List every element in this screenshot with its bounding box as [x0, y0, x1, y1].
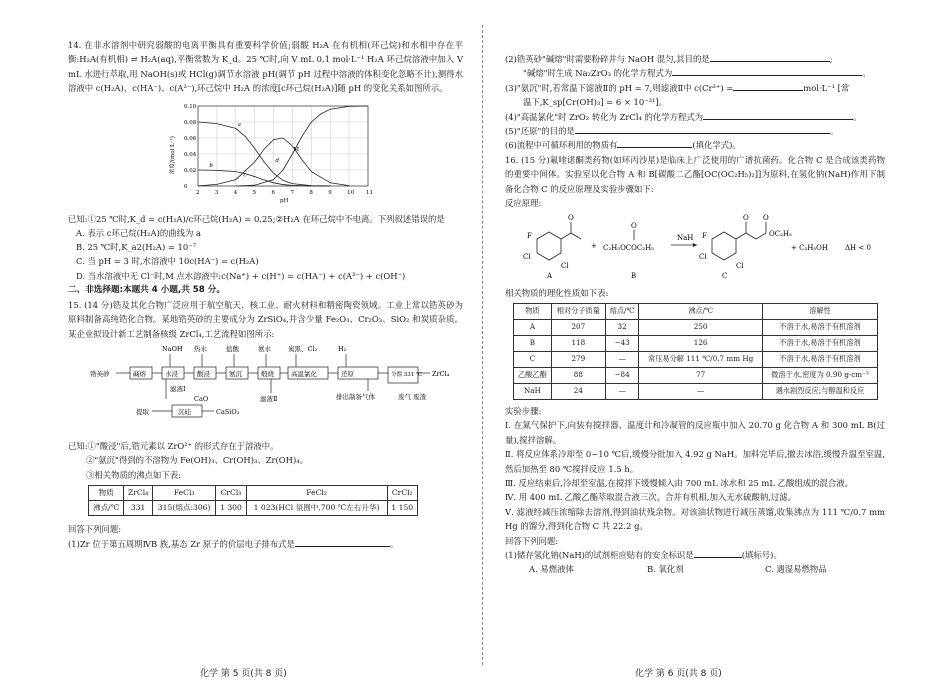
- q15-q5-text: (5)"还原"的目的是: [505, 126, 575, 137]
- table-cell: 315(熔点:306): [153, 501, 216, 516]
- x-tick-label: 2: [196, 189, 200, 196]
- table-cell: 279: [551, 351, 605, 367]
- table-header: FeCl₂: [246, 486, 387, 501]
- step-1: Ⅰ. 在氮气保护下,向装有搅拌器、温度计和冷凝管的反应瓶中加入 20.70 g 化合物 A 和 300 mL B(过量),搅拌溶解。: [505, 420, 885, 445]
- series-label: b: [209, 162, 213, 169]
- flow-product: ZrCl₄: [432, 370, 450, 379]
- table-header: 沸点/℃: [639, 303, 763, 319]
- table-cell: 不溶于水,易溶于有机溶剂: [762, 319, 877, 335]
- table-row: [514, 335, 878, 351]
- q16-q1-text: (1)储存氢化钠(NaH)的试剂柜应贴有的安全标识是: [505, 549, 694, 560]
- flow-box-label: 还原: [341, 370, 354, 379]
- flow-input-label: NaOH: [162, 345, 183, 354]
- series-line: [198, 170, 330, 186]
- x-tick-label: 8: [309, 189, 313, 196]
- flow-chengui: 沉硅: [178, 408, 191, 417]
- q14-option-a: A. 表示 c环己烷(H₂A)的曲线为 a: [76, 228, 201, 239]
- atom-label: Cl: [523, 253, 531, 262]
- page-divider: [482, 25, 483, 665]
- q15-q1: (1)Zr 位于第五周期ⅣB 族,基态 Zr 原子的价层电子排布式是 。: [68, 538, 399, 549]
- plot-frame: [198, 106, 368, 186]
- table-cell: −84: [605, 367, 638, 383]
- table-row: [514, 367, 878, 383]
- flow-input-label: 盐酸: [226, 345, 239, 354]
- table-header: FeCl₃: [153, 486, 216, 501]
- q15-known-2: ②"氨沉"得到的不溶物为 Fe(OH)₃、Cr(OH)₃、Zr(OH)₄。: [86, 455, 308, 466]
- compound-label-b: B: [631, 272, 637, 281]
- table-row: [514, 303, 878, 319]
- compound-b-formula: C₂H₅OCOC₂H₅: [603, 244, 654, 253]
- y-tick-label: 0.02: [184, 167, 197, 174]
- x-tick-label: 4: [233, 189, 238, 196]
- step-4: Ⅳ. 用 400 mL 乙酸乙酯萃取混合液三次。合并有机相,加入无水硫酸钠,过滤。: [505, 492, 796, 503]
- left-page: [68, 38, 463, 551]
- table-cell: 24: [551, 383, 605, 399]
- flow-box-label: 煅烧: [261, 370, 274, 379]
- answer-blank[interactable]: [703, 110, 853, 120]
- table-cell: 88: [551, 367, 605, 383]
- q15-q6-tail: (填化学式)。: [692, 140, 741, 151]
- x-tick-label: 3: [214, 189, 219, 196]
- table-header: ZrCl₄: [124, 486, 153, 501]
- q15-q3a: [505, 81, 885, 95]
- point-m-label: M: [293, 146, 300, 153]
- plus-sign: +: [591, 242, 597, 251]
- y-tick-label: 0.10: [184, 103, 197, 110]
- q15-q5: (5)"还原"的目的是 。: [505, 126, 839, 137]
- y-tick-label: 0.06: [184, 135, 197, 142]
- flow-gas: 排出制备气体: [336, 393, 375, 402]
- q16-q1-tail: (填标号)。: [741, 549, 782, 560]
- reaction-title: 反应原理:: [505, 198, 542, 209]
- q15-q2b: "碱熔"时生成 Na₂ZrO₃ 的化学方程式为 。: [523, 68, 871, 79]
- right-page: [505, 52, 885, 576]
- q15-known-3: ③相关物质的沸点如下表:: [86, 469, 181, 480]
- x-tick-label: 7: [290, 189, 294, 196]
- flow-input-label: 热水: [194, 345, 207, 354]
- series-line: [236, 106, 368, 186]
- reaction-condition: NaH: [677, 234, 694, 243]
- table-cell: B: [514, 335, 552, 351]
- atom-label: O: [631, 222, 637, 231]
- table-title: 相关物质的理化性质如下表:: [505, 288, 609, 299]
- atom-label: Cl: [561, 262, 569, 271]
- q16-option-c: C. 遇湿易燃物品: [765, 564, 827, 575]
- flow-start: 锆英砂: [90, 370, 110, 379]
- table-header: CrCl₃: [216, 486, 246, 501]
- q15-q1-text: (1)Zr 位于第五周期ⅣB 族,基态 Zr 原子的价层电子排布式是: [68, 538, 295, 549]
- table-cell: 1 023(HCl 氛围中,700 ℃左右升华): [246, 501, 387, 516]
- table-cell: 乙酸乙酯: [514, 367, 552, 383]
- flow-box-label: 氨沉: [229, 370, 242, 379]
- table-cell: —: [605, 351, 638, 367]
- q15-q2a: (2)锆英砂"碱熔"时需要粉碎并与 NaOH 混匀,其目的是 ;: [505, 54, 833, 64]
- table-cell: 微溶于水,密度为 0.90 g·cm⁻³: [762, 367, 877, 383]
- table-cell: 32: [605, 319, 638, 335]
- q15-q3b: 温下,K_sp[Cr(OH)₃] = 6 × 10⁻³¹]。: [523, 97, 667, 108]
- x-axis-label: pH: [280, 197, 289, 204]
- table-header: 物质: [514, 303, 552, 319]
- series-label: c: [243, 172, 247, 179]
- table-cell: 77: [639, 367, 763, 383]
- q15-q2b-text: "碱熔"时生成 Na₂ZrO₃ 的化学方程式为: [523, 68, 673, 79]
- byproduct: + C₂H₅OH: [791, 244, 829, 253]
- answer-blank[interactable]: [295, 537, 390, 547]
- answer-blank[interactable]: [617, 138, 692, 148]
- atom-label: Cl: [736, 262, 744, 271]
- y-tick-label: 0.04: [184, 151, 197, 158]
- answer-blank[interactable]: [672, 66, 862, 76]
- table-row: [514, 383, 878, 399]
- step-2: Ⅱ. 将反应体系冷却至 0~10 ℃后,缓慢分批加入 4.92 g NaH。加料完毕后,撤去冰浴,缓慢升温至室温,然后加热至 80 ℃搅拌反应 1.5 h。: [505, 449, 885, 474]
- compound-label-a: A: [547, 272, 553, 281]
- table-cell: 331: [124, 501, 153, 516]
- q15-q6: [505, 138, 885, 152]
- table-cell: A: [514, 319, 552, 335]
- q15-q4: (4)"高温氯化"时 ZrO₂ 转化为 ZrCl₄ 的化学方程式为 。: [505, 111, 862, 122]
- q15-q6-text: (6)流程中可循环利用的物质有: [505, 140, 618, 151]
- x-tick-label: 5: [252, 189, 257, 196]
- table-header: 溶解性: [762, 303, 877, 319]
- table-header: 相对分子质量: [551, 303, 605, 319]
- concentration-chart: [166, 98, 463, 210]
- table-row: [514, 351, 878, 367]
- properties-table: [513, 303, 878, 400]
- table-cell: 118: [551, 335, 605, 351]
- table-row: [514, 319, 878, 335]
- series-label: d: [275, 157, 279, 164]
- atom-label: O: [743, 214, 749, 223]
- y-tick-label: 0.08: [184, 119, 197, 126]
- table-cell: 沸点/℃: [89, 501, 124, 516]
- table-row: [89, 486, 418, 501]
- q15-q3-unit: mol·L⁻¹ [常: [803, 82, 850, 93]
- table-cell: 250: [639, 319, 763, 335]
- atom-label: F: [527, 232, 532, 241]
- answer-blank[interactable]: [575, 124, 830, 134]
- y-axis-label: 浓度/(mol·L⁻¹): [170, 135, 176, 174]
- q15-stem: 15. (14 分)锆及其化合物广泛应用于航空航天、核工业、耐火材料和精密陶瓷领域。工业上常以锆英砂为原料制备高纯锆化合物。某地锆英砂的主要成分为 ZrSiO₄,并含少量 Fe₂O₃、Cr₂O₃、SiO₂ 和炭质杂质。某企业拟设计新工艺制备核级 ZrCl₄,工艺流程如图所示:: [68, 299, 463, 339]
- q16-stem: 16. (15 分)氟喹诺酮类药物(如环丙沙星)是临床上广泛使用的广谱抗菌药。化合物 C 是合成该类药物的重要中间体。实验室以化合物 A 和 B[碳酸二乙酯[OC(OC₂H₅)₂]]为原料,在氢化钠(NaH)作用下制备化合物 C 的反应原理及实验步骤如下:: [505, 154, 885, 194]
- flow-input-label: H₂: [338, 345, 347, 354]
- flow-filtrate1: 滤液Ⅰ: [170, 385, 186, 394]
- table-cell: 207: [551, 319, 605, 335]
- table-header: CrCl₂: [387, 486, 418, 501]
- reaction-scheme: [519, 212, 885, 286]
- q16-option-a: A. 易燃液体: [529, 564, 574, 575]
- q15-q3a-text: (3)"氨沉"时,若常温下滤液Ⅱ的 pH = 7,则滤液Ⅱ中 c(Cr³⁺) =: [505, 82, 734, 93]
- flow-input-label: 氨水: [258, 345, 271, 354]
- atom-label: Cl: [699, 253, 707, 262]
- q16-options: [505, 562, 885, 576]
- flow-cao: CaO: [194, 395, 209, 404]
- x-tick-label: 10: [347, 189, 355, 196]
- flow-filtrate2: 滤液Ⅱ: [260, 395, 278, 404]
- flow-waste: 废气 废渣: [398, 393, 427, 402]
- q16-q1: [505, 548, 885, 562]
- q15-answer-prompt: 回答下列问题:: [68, 524, 122, 535]
- concentration-chart-svg: [166, 98, 386, 206]
- flow-box-label: 高温氯化: [291, 370, 317, 379]
- footer-right: 化学 第 6 页(共 8 页): [635, 669, 722, 679]
- table-header: 物质: [89, 486, 124, 501]
- flow-box-label: 分馏 331 ℃: [391, 372, 423, 379]
- series-label: a: [237, 121, 241, 128]
- table-row: [89, 501, 418, 516]
- x-tick-label: 9: [328, 189, 332, 196]
- answer-blank[interactable]: [710, 52, 830, 62]
- section-title: 二、非选择题:本题共 4 小题,共 58 分。: [68, 284, 225, 295]
- q14-option-d: D. 当水溶液中无 Cl⁻时,M 点水溶液中:c(Na⁺) + c(H⁺) = c(HA⁻) + c(A²⁻) + c(OH⁻): [76, 270, 406, 281]
- atom-label: F: [702, 232, 707, 241]
- atom-label: O: [568, 214, 574, 223]
- atom-label: OC₂H₅: [769, 230, 792, 239]
- enthalpy: ΔH < 0: [845, 244, 871, 253]
- table-cell: —: [639, 383, 763, 399]
- answer-blank[interactable]: [694, 548, 742, 558]
- table-cell: 不溶于水,易溶于有机溶剂: [762, 335, 877, 351]
- q14-option-b: B. 25 ℃时,K_a2(H₂A) = 10⁻⁷: [76, 242, 196, 253]
- table-cell: NaH: [514, 383, 552, 399]
- step-5: Ⅴ. 滤液经减压浓缩除去溶剂,得到油状残余物。对该油状物进行减压蒸馏,收集沸点为 111 ℃/0.7 mm Hg 的馏分,得到化合物 C 共 22.2 g。: [505, 506, 885, 532]
- q15-known-1: 已知:①"酸浸"后,锆元素以 ZrO²⁺ 的形式存在于溶液中。: [68, 441, 279, 452]
- boiling-point-table: [88, 485, 418, 516]
- answer-blank[interactable]: [733, 81, 803, 91]
- q15-q2a-text: (2)锆英砂"碱熔"时需要粉碎并与 NaOH 混匀,其目的是: [505, 54, 710, 64]
- table-cell: 1 300: [216, 501, 246, 516]
- x-tick-label: 6: [271, 189, 276, 196]
- atom-label: O: [763, 214, 769, 223]
- table-cell: 遇水剧烈反应;与醇温和反应: [762, 383, 877, 399]
- table-cell: 126: [639, 335, 763, 351]
- process-flowchart: [88, 343, 463, 439]
- flow-input-label: 炭黑、Cl₂: [288, 345, 318, 354]
- flow-casio: CaSiO₃: [216, 408, 240, 417]
- flow-box-label: 碱熔: [133, 370, 146, 379]
- step-3: Ⅲ. 反应结束后,冷却至室温,在搅拌下缓慢倾入由 700 mL 冰水和 25 mL 乙酸组成的混合液。: [505, 477, 853, 488]
- steps-title: 实验步骤:: [505, 405, 542, 416]
- table-cell: 不溶于水,易溶于有机溶剂: [762, 351, 877, 367]
- table-cell: —: [605, 383, 638, 399]
- q14-option-c: C. 当 pH = 3 时,水溶液中 10c(HA⁻) = c(H₂A): [76, 256, 259, 267]
- flow-box-label: 酸浸: [197, 370, 210, 379]
- footer-left: 化学 第 5 页(共 8 页): [200, 669, 287, 679]
- q15-q4-text: (4)"高温氯化"时 ZrO₂ 转化为 ZrCl₄ 的化学方程式为: [505, 111, 704, 122]
- q16-answer-prompt: 回答下列问题:: [505, 535, 559, 546]
- q14-stem: 14. 在非水溶剂中研究弱酸的电离平衡具有重要科学价值;弱酸 H₂A 在有机相(环己烷)和水相中存在平衡:H₂A(有机相) ⇌ H₂A(aq),平衡常数为 K_d。25 ℃时,向 V mL 0.1 mol·L⁻¹ H₂A 环己烷溶液中加入 V mL 水进行萃取,用 NaOH(s)或 HCl(g)调节水溶液 pH(调节 pH 过程中溶液的体积变化忽略不计),测得水溶液中 c(H₂A)、c(HA⁻)、c(A²⁻),环己烷中 H₂A 的浓度[c环己烷(H₂A)]随 pH 的变化关系如图所示。: [68, 40, 463, 94]
- table-cell: C: [514, 351, 552, 367]
- flow-box-label: 水浸: [165, 370, 178, 379]
- table-header: 熔点/℃: [605, 303, 638, 319]
- x-tick-label: 11: [366, 189, 373, 196]
- q14-known: 已知:①25 ℃时,K_d = c(H₂A)/c环己烷(H₂A) = 0.25;②H₂A 在环己烷中不电离。下列叙述错误的是: [68, 213, 445, 224]
- table-cell: 1 150: [387, 501, 418, 516]
- y-tick-label: 0: [184, 183, 188, 190]
- table-cell: 常压易分解 111 ℃/0.7 mm Hg: [639, 351, 763, 367]
- table-cell: −43: [605, 335, 638, 351]
- q16-option-b: B. 氧化剂: [647, 564, 684, 575]
- compound-label-c: C: [722, 272, 728, 281]
- flow-tiqu: 提取: [136, 408, 149, 417]
